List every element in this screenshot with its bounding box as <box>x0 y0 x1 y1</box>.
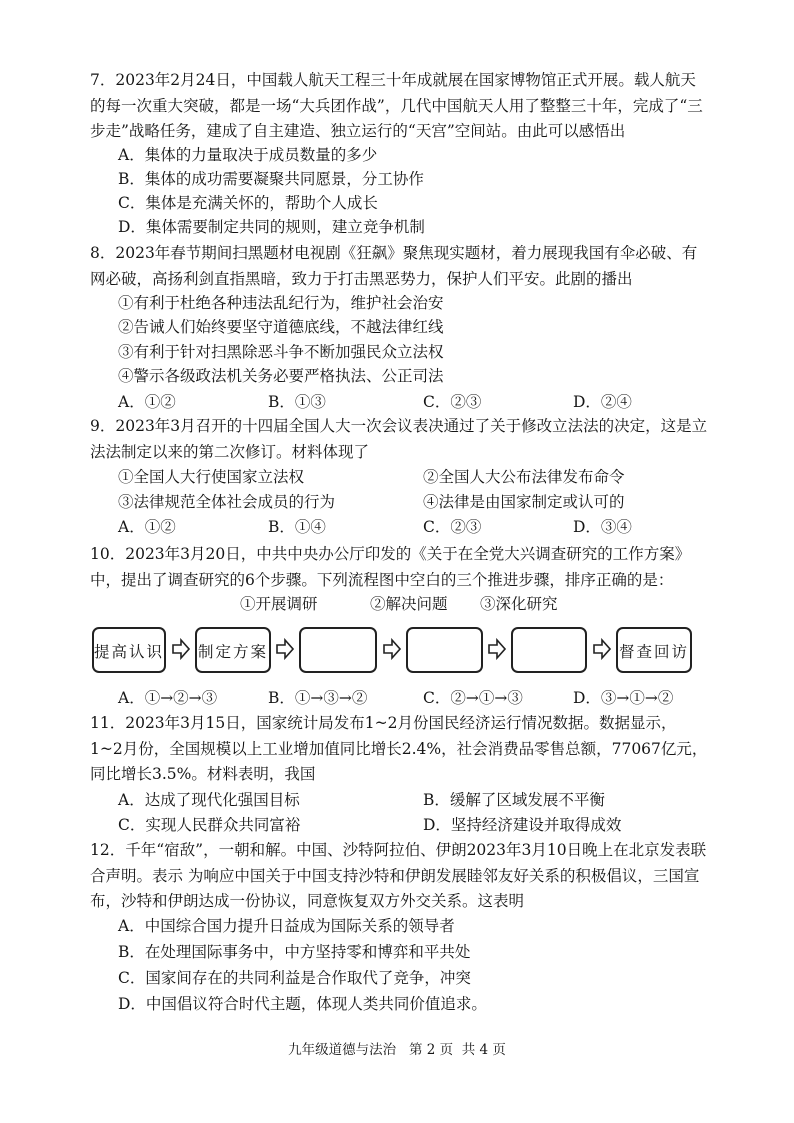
flow-box-blank-1[interactable] <box>299 627 377 673</box>
question-8-choices <box>118 390 708 414</box>
question-11-option-c[interactable]: C．实现人民群众共同富裕 <box>118 816 301 834</box>
question-8-choice-b[interactable]: B．①③ <box>268 393 326 411</box>
step-label-3: ③深化研究 <box>480 595 558 613</box>
question-9-item-4: ④法律是由国家制定或认可的 <box>423 493 625 511</box>
question-7-option-d[interactable]: D．集体需要制定共同的规则，建立竞争机制 <box>118 218 425 236</box>
question-9-items-row-1 <box>118 465 708 489</box>
question-10-choices <box>118 686 708 710</box>
flow-box-blank-3[interactable] <box>511 627 587 673</box>
question-11-options-row-1 <box>118 788 708 812</box>
flow-box-1: 提高认识 <box>92 627 166 673</box>
question-10-choice-d[interactable]: D．③→①→② <box>573 689 674 707</box>
page-footer: 九年级道德与法治 第 2 页 共 4 页 <box>288 1042 506 1058</box>
question-10-choice-a[interactable]: A．①→②→③ <box>118 689 218 707</box>
question-9-item-3: ③法律规范全体社会成员的行为 <box>118 493 336 511</box>
question-8-item-2: ②告诫人们始终要坚守道德底线，不越法律红线 <box>118 318 444 336</box>
question-8-item-4: ④警示各级政法机关务必要严格执法、公正司法 <box>118 367 444 385</box>
flow-arrow-icon <box>276 638 294 660</box>
question-11-option-d[interactable]: D．坚持经济建设并取得成效 <box>423 816 622 834</box>
question-9-choice-b[interactable]: B．①④ <box>268 518 326 536</box>
flow-box-2: 制定方案 <box>195 627 271 673</box>
question-10-step-labels <box>240 592 640 616</box>
question-11-option-a[interactable]: A．达成了现代化强国目标 <box>118 791 300 809</box>
question-7-stem: 7．2023年2月24日，中国载人航天工程三十年成就展在国家博物馆正式开展。载人航天的每一次重大突破，都是一场“大兵团作战”，几代中国航天人用了整整三十年，完成了“三步走”战略任务，建成了自主建造、独立运行的“天宫”空间站。由此可以感悟出 <box>90 71 703 140</box>
question-8-item-1: ①有利于杜绝各种违法乱纪行为，维护社会治安 <box>118 294 444 312</box>
question-11-stem: 11．2023年3月15日，国家统计局发布1~2月份国民经济运行情况数据。数据显示，1~2月份，全国规模以上工业增加值同比增长2.4%，社会消费品零售总额，77067亿元，同比增长3.5%。材料表明，我国 <box>90 714 708 783</box>
question-8-stem: 8．2023年春节期间扫黑题材电视剧《狂飙》聚焦现实题材，着力展现我国有伞必破、有网必破，高扬利剑直指黑暗，致力于打击黑恶势力，保护人们平安。此剧的播出 <box>90 244 698 288</box>
question-9-stem: 9．2023年3月召开的十四届全国人大一次会议表决通过了关于修改立法法的决定，这是立法法制定以来的第二次修订。材料体现了 <box>90 417 708 461</box>
question-8-item-3: ③有利于针对扫黑除恶斗争不断加强民众立法权 <box>118 343 444 361</box>
question-7-option-a[interactable]: A．集体的力量取决于成员数量的多少 <box>118 146 378 164</box>
flow-box-blank-2[interactable] <box>406 627 483 673</box>
question-7-option-c[interactable]: C．集体是充满关怀的，帮助个人成长 <box>118 194 378 212</box>
question-9-item-2: ②全国人大公布法律发布命令 <box>423 468 625 486</box>
question-8-choice-c[interactable]: C．②③ <box>423 393 482 411</box>
question-8-choice-a[interactable]: A．①② <box>118 393 176 411</box>
step-label-2: ②解决问题 <box>370 595 448 613</box>
flow-arrow-icon <box>172 638 190 660</box>
flow-arrow-icon <box>383 638 401 660</box>
question-9-choice-d[interactable]: D．③④ <box>573 518 632 536</box>
question-9-item-1: ①全国人大行使国家立法权 <box>118 468 305 486</box>
question-9-choice-c[interactable]: C．②③ <box>423 518 482 536</box>
question-12-stem: 12．千年“宿敌”，一朝和解。中国、沙特阿拉伯、伊朗2023年3月10日晚上在北京发表联合声明。表示 为响应中国关于中国支持沙特和伊朗发展睦邻友好关系的积极倡议，三国宣布，沙特和伊朗达成一份协议，同意恢复双方外交关系。这表明 <box>90 841 707 910</box>
question-11-option-b[interactable]: B．缓解了区域发展不平衡 <box>423 791 605 809</box>
question-9-choices <box>118 515 708 539</box>
question-8-choice-d[interactable]: D．②④ <box>573 393 632 411</box>
flow-arrow-icon <box>593 638 611 660</box>
question-12-option-a[interactable]: A．中国综合国力提升日益成为国际关系的领导者 <box>118 917 455 935</box>
step-label-1: ①开展调研 <box>240 595 318 613</box>
question-10-choice-b[interactable]: B．①→③→② <box>268 689 368 707</box>
question-12-option-c[interactable]: C．国家间存在的共同利益是合作取代了竞争，冲突 <box>118 969 471 987</box>
question-11-options-row-2 <box>118 813 708 837</box>
question-9-choice-a[interactable]: A．①② <box>118 518 176 536</box>
question-10-stem: 10．2023年3月20日，中共中央办公厅印发的《关于在全党大兴调查研究的工作方案》中，提出了调查研究的6个步骤。下列流程图中空白的三个推进步骤，排序正确的是： <box>90 545 691 589</box>
flow-box-6: 督查回访 <box>616 627 692 673</box>
question-10-choice-c[interactable]: C．②→①→③ <box>423 689 523 707</box>
question-9-items-row-2 <box>118 490 708 514</box>
question-12-option-b[interactable]: B．在处理国际事务中，中方坚持零和博弈和平共处 <box>118 943 471 961</box>
question-12-option-d[interactable]: D．中国倡议符合时代主题，体现人类共同价值追求。 <box>118 995 487 1013</box>
question-7-option-b[interactable]: B．集体的成功需要凝聚共同愿景，分工协作 <box>118 170 424 188</box>
flow-arrow-icon <box>488 638 506 660</box>
